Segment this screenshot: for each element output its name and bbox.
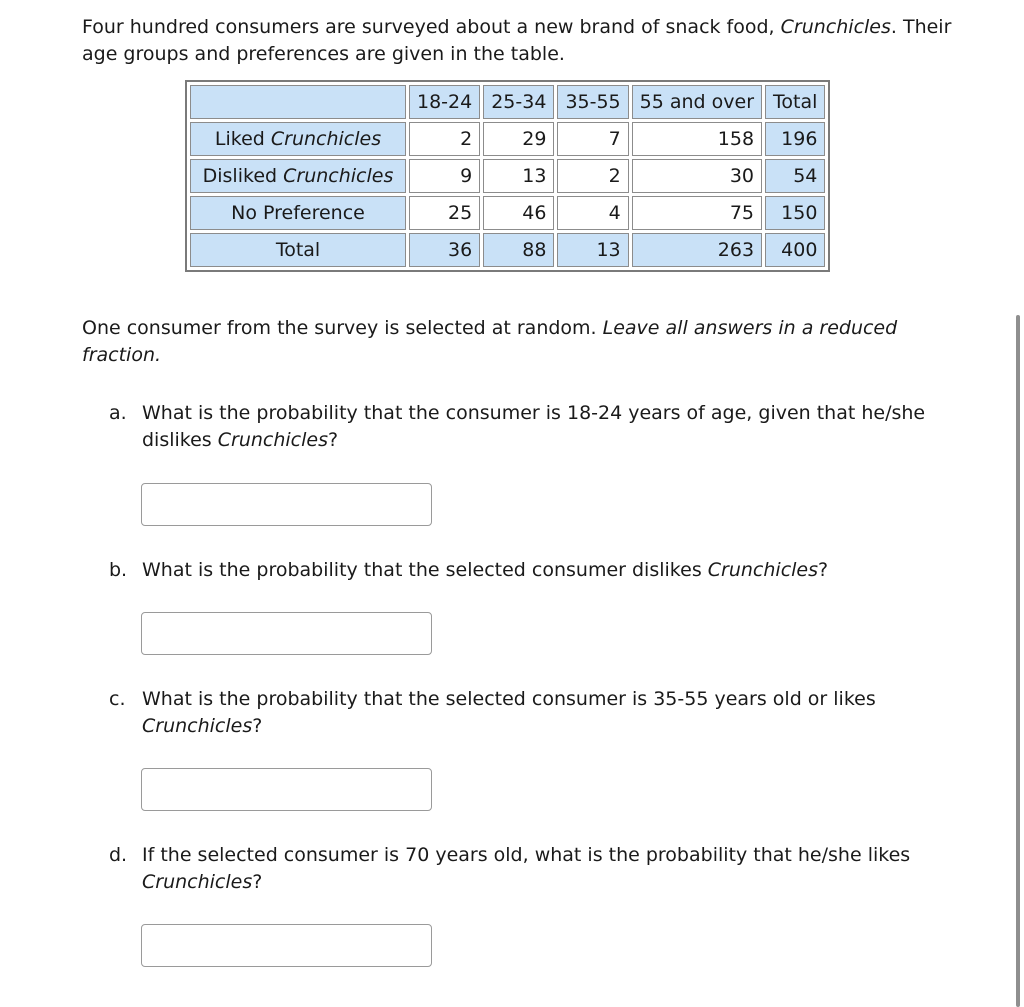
question-text: What is the probability that the consumer is 18-24 years of age, given that he/she dislikes Crunchicles? [142, 402, 926, 451]
column-header: 18-24 [409, 85, 480, 119]
table-row [190, 122, 825, 156]
intro-brand: Crunchicles [780, 16, 891, 38]
answer-input-b[interactable] [141, 612, 432, 655]
table-cell: 88 [483, 233, 554, 267]
row-header: No Preference [190, 196, 406, 230]
table-cell: 2 [557, 159, 628, 193]
question-text: If the selected consumer is 70 years old, what is the probability that he/she likes Crunchicles? [142, 844, 911, 893]
survey-table [185, 80, 830, 272]
table-row [190, 159, 825, 193]
row-header: Disliked Crunchicles [190, 159, 406, 193]
question-a [109, 400, 929, 454]
table-cell: 25 [409, 196, 480, 230]
column-header: 55 and over [632, 85, 762, 119]
instructions-paragraph: One consumer from the survey is selected at random. Leave all answers in a reduced fraction. [82, 317, 898, 366]
table-cell: 30 [632, 159, 762, 193]
table-cell-total: 150 [765, 196, 825, 230]
table-cell-total: 54 [765, 159, 825, 193]
question-text: What is the probability that the selected consumer dislikes Crunchicles? [142, 559, 829, 581]
intro-text-end: . Their age groups and preferences are given in the table. [82, 16, 952, 65]
table-corner-cell [190, 85, 406, 119]
question-letter: d. [109, 844, 128, 866]
row-header: Total [190, 233, 406, 267]
question-letter: b. [109, 559, 128, 581]
table-cell: 4 [557, 196, 628, 230]
table-cell: 263 [632, 233, 762, 267]
table-row [190, 196, 825, 230]
table-cell: 46 [483, 196, 554, 230]
table-cell: 36 [409, 233, 480, 267]
question-letter: a. [109, 402, 127, 424]
table-cell: 2 [409, 122, 480, 156]
vertical-scrollbar[interactable] [1016, 315, 1020, 1007]
column-header: 35-55 [557, 85, 628, 119]
table-cell-total: 196 [765, 122, 825, 156]
question-letter: c. [109, 688, 126, 710]
table-cell: 13 [483, 159, 554, 193]
table-cell-total: 400 [765, 233, 825, 267]
table-cell: 75 [632, 196, 762, 230]
table-cell: 7 [557, 122, 628, 156]
table-cell: 158 [632, 122, 762, 156]
answer-input-d[interactable] [141, 924, 432, 967]
table-header-row [190, 85, 825, 119]
question-text: What is the probability that the selected consumer is 35-55 years old or likes Crunchicles? [142, 688, 876, 737]
table-cell: 9 [409, 159, 480, 193]
column-header: Total [765, 85, 825, 119]
question-d [109, 842, 929, 896]
table-cell: 29 [483, 122, 554, 156]
question-c [109, 686, 929, 740]
answer-input-a[interactable] [141, 483, 432, 526]
intro-paragraph [82, 14, 962, 68]
column-header: 25-34 [483, 85, 554, 119]
table-total-row [190, 233, 825, 267]
question-b [109, 557, 929, 584]
answer-input-c[interactable] [141, 768, 432, 811]
table-cell: 13 [557, 233, 628, 267]
row-header: Liked Crunchicles [190, 122, 406, 156]
intro-text: Four hundred consumers are surveyed about a new brand of snack food, [82, 16, 781, 38]
